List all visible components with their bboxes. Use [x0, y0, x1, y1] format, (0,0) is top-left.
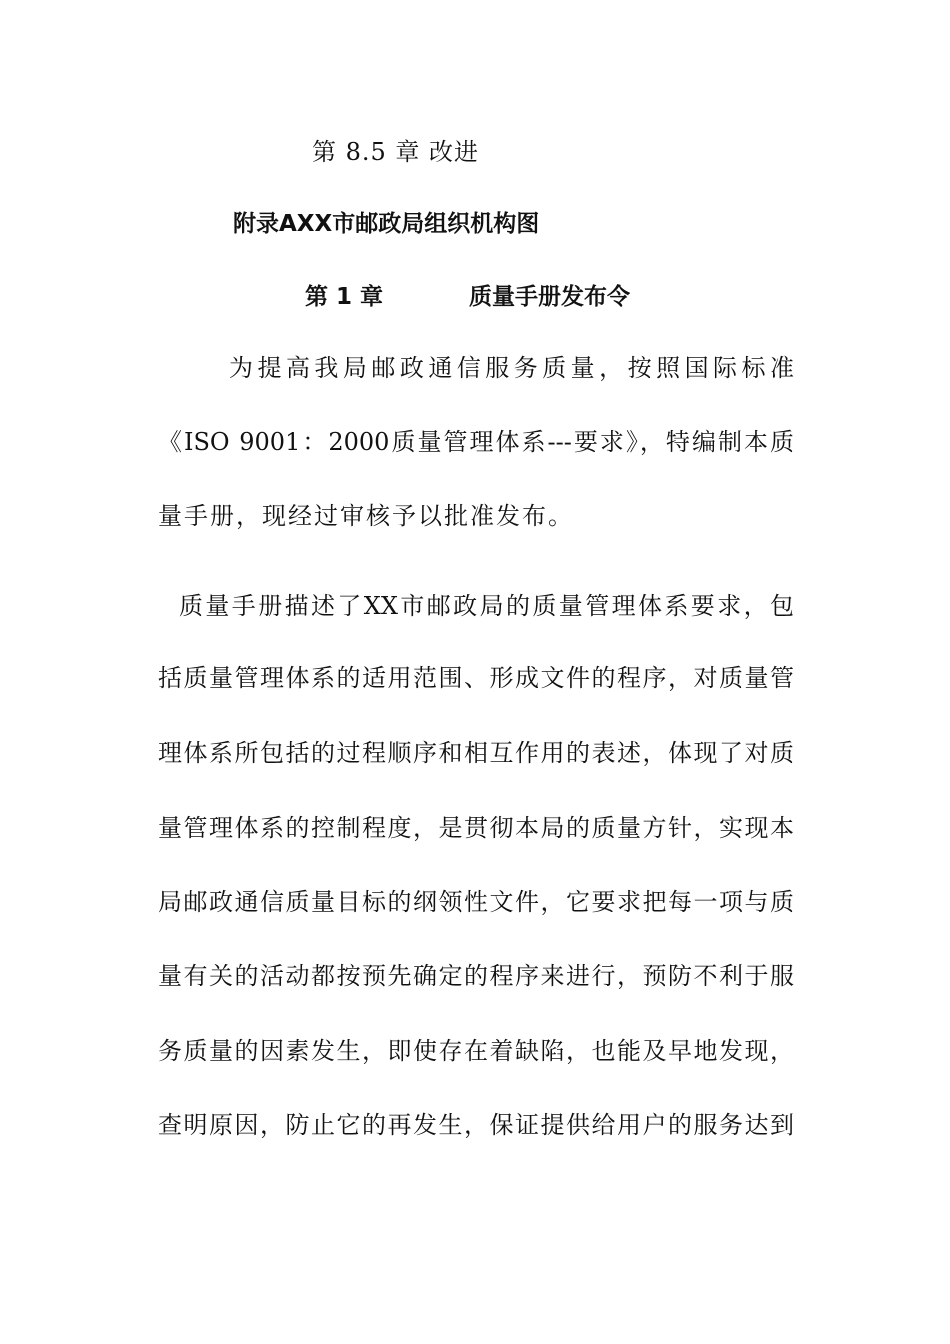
appendix-title: 附录AXX市邮政局组织机构图 — [233, 211, 540, 237]
paragraph-2-line-1: 质量手册描述了XX市邮政局的质量管理体系要求，包 — [179, 592, 794, 620]
toc-entry: 第 8.5 章 改进 — [312, 138, 480, 166]
paragraph-1-line-1: 为提高我局邮政通信服务质量，按照国际标准 — [229, 354, 794, 382]
paragraph-1-line-3: 量手册，现经过审核予以批准发布。 — [158, 502, 574, 530]
paragraph-2-line-3: 理体系所包括的过程顺序和相互作用的表述，体现了对质 — [158, 739, 794, 767]
paragraph-2-line-8: 查明原因，防止它的再发生，保证提供给用户的服务达到 — [158, 1111, 794, 1139]
paragraph-2-line-7: 务质量的因素发生，即使存在着缺陷，也能及早地发现， — [158, 1037, 794, 1065]
chapter-title: 质量手册发布令 — [469, 284, 631, 310]
paragraph-2-line-6: 量有关的活动都按预先确定的程序来进行，预防不利于服 — [158, 962, 794, 990]
chapter-heading — [305, 281, 630, 313]
paragraph-1-line-2: 《ISO 9001：2000质量管理体系---要求》，特编制本质 — [158, 428, 794, 456]
paragraph-2-line-2: 括质量管理体系的适用范围、形成文件的程序，对质量管 — [158, 664, 794, 692]
paragraph-2-line-5: 局邮政通信质量目标的纲领性文件，它要求把每一项与质 — [158, 888, 794, 916]
paragraph-2-line-4: 量管理体系的控制程度，是贯彻本局的质量方针，实现本 — [158, 814, 794, 842]
chapter-number: 第 1 章 — [305, 284, 384, 310]
